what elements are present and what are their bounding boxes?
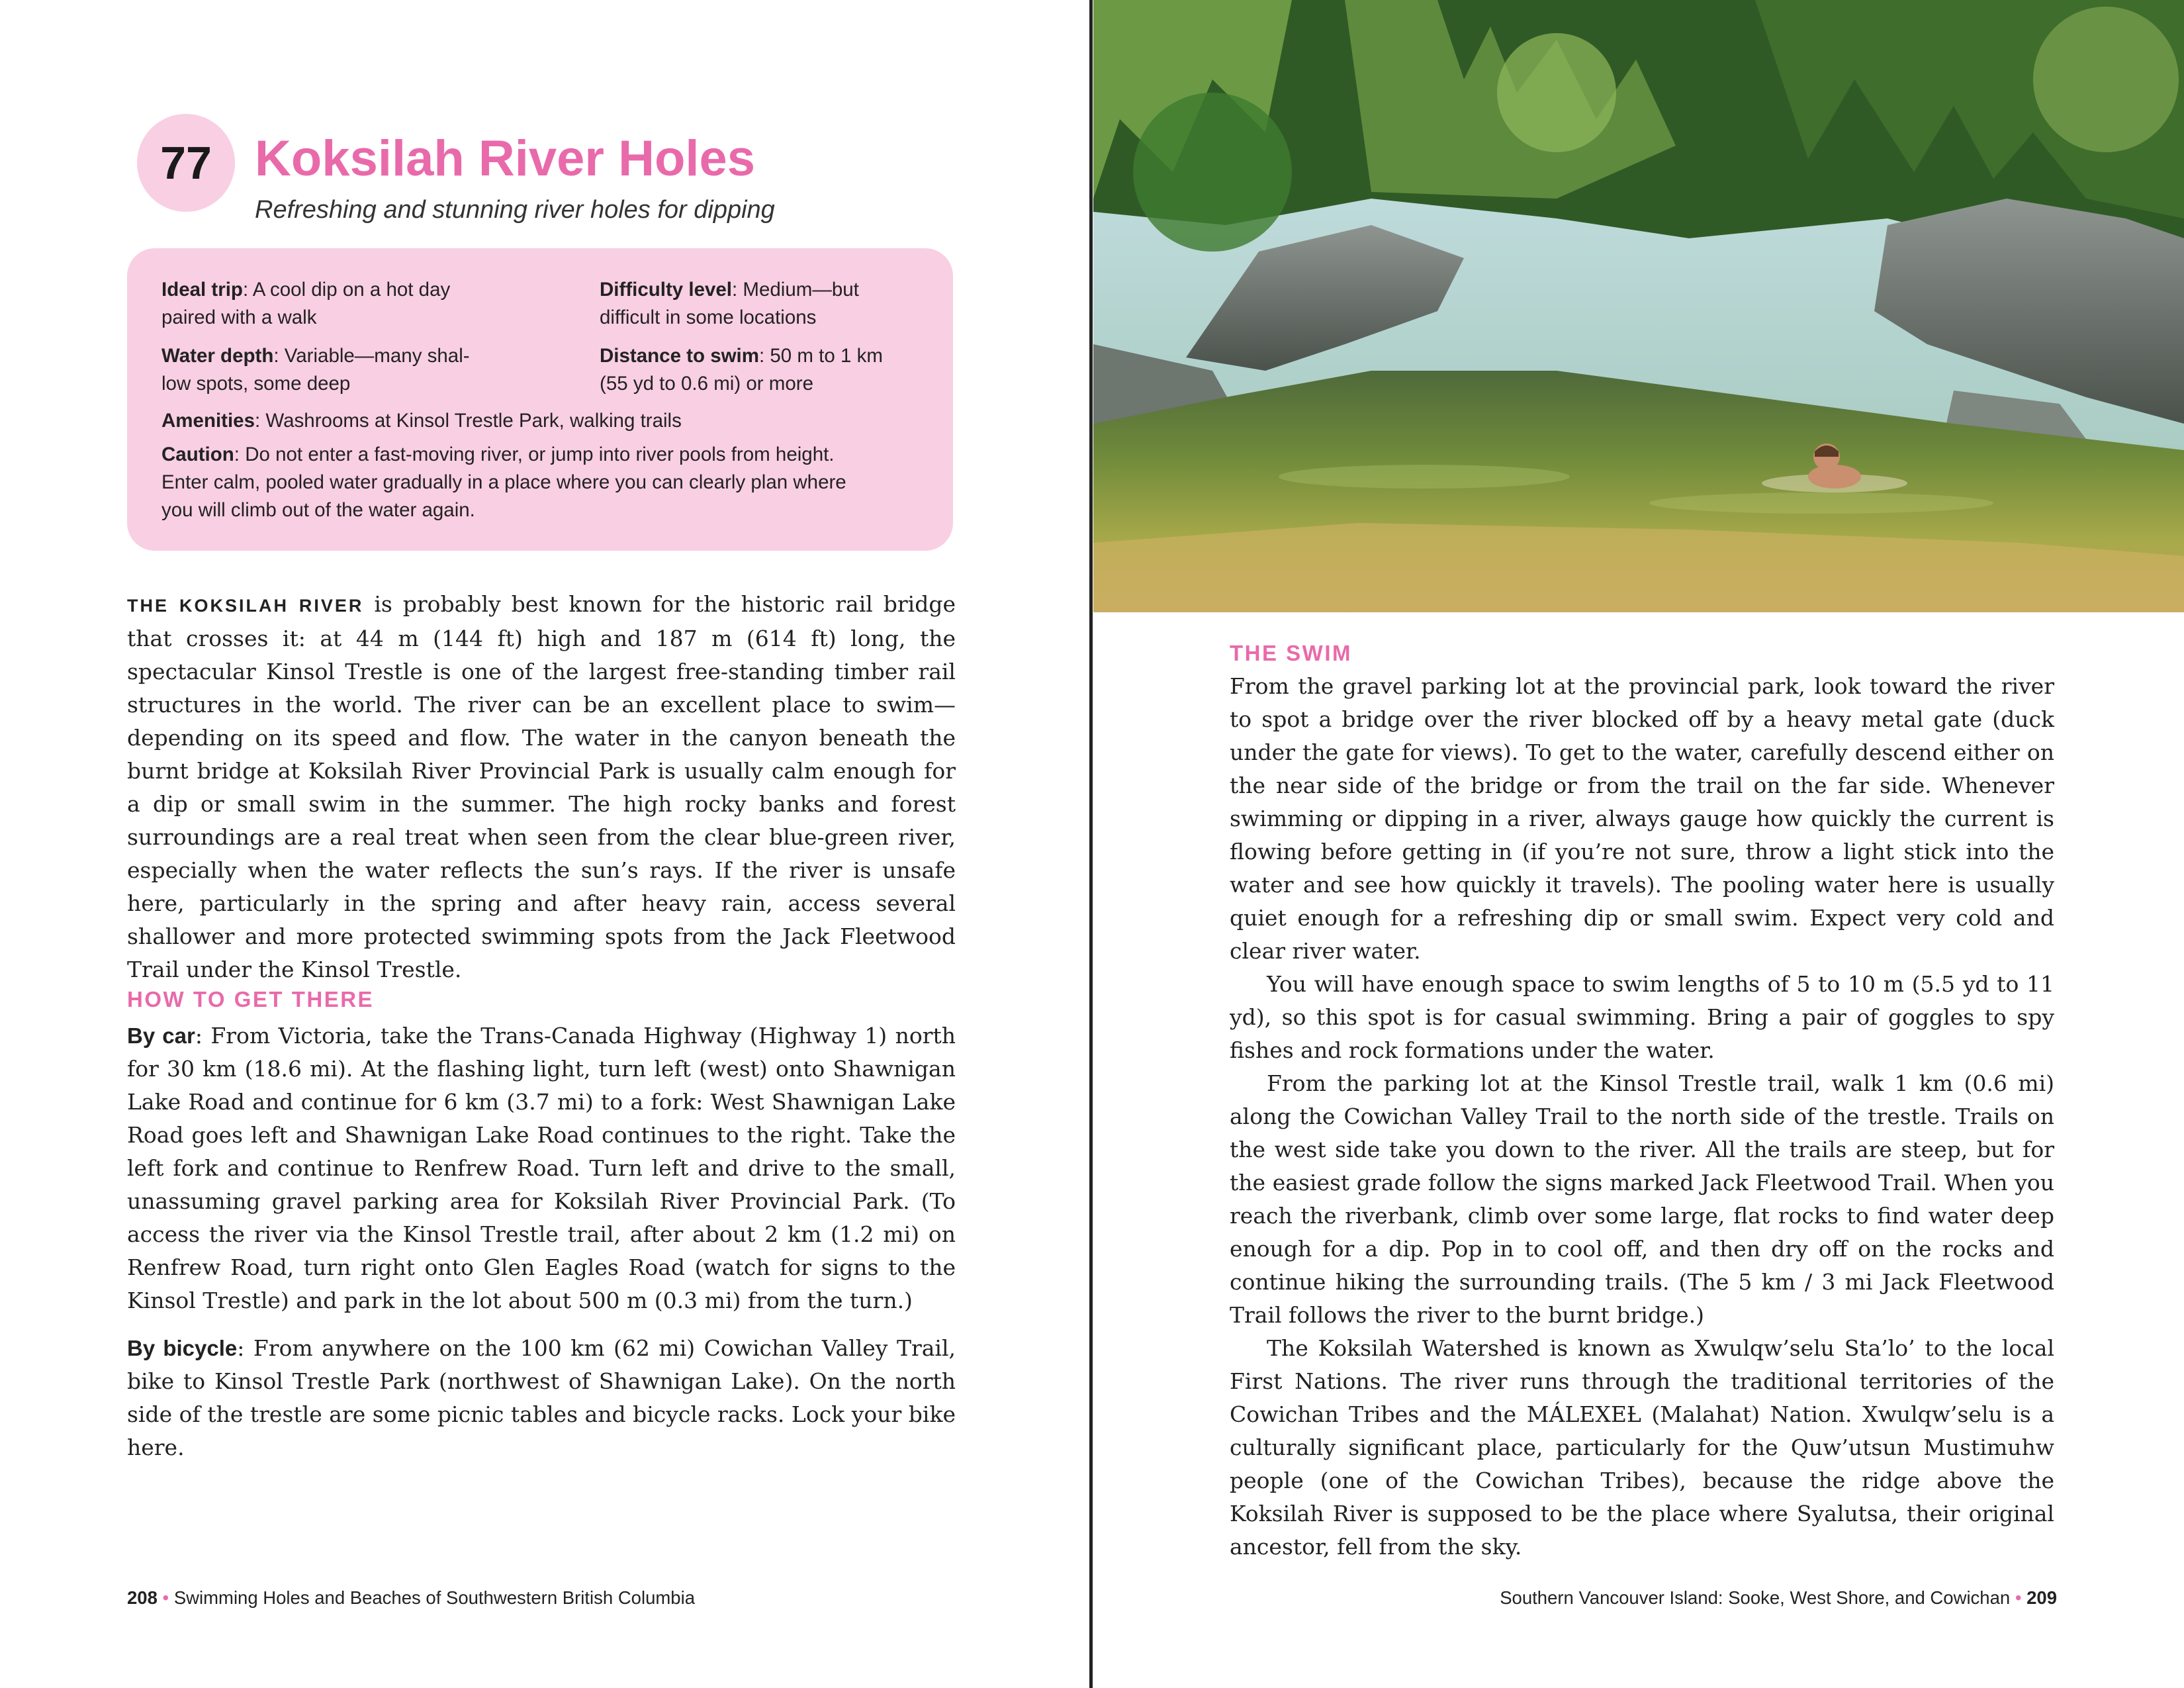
caution-info: Caution: Do not enter a fast-moving river, or jump into river pools from height. Enter calm, pooled water gradually in a place where you can clearly plan where you will climb out of the water again. — [161, 444, 846, 521]
by-car-paragraph: By car: From Victoria, take the Trans-Canada Highway (Highway 1) north for 30 km (18.6 mi). At the flashing light, turn left (west) onto Shawnigan Lake Road and continue for 6 km (3.7 mi) to a fork: West Shawnigan Lake Road goes left and Shawnigan Lake Road continues to the right. Take the left fork and continue to Renfrew Road. Turn left and drive to the small, unassuming gravel parking area for Koksilah River Provincial Park. (To access the river via the Kinsol Trestle trail, after about 2 km (1.2 mi) on Renfrew Road, turn right onto Glen Eagles Road (watch for signs to the Kinsol Trestle) and park in the lot about 500 m (0.3 mi) from the turn.) — [127, 1023, 956, 1313]
intro-paragraph: THE KOKSILAH RIVER is probably best known for the historic rail bridge that crosses it: at 44 m (144 ft) high and 187 m (614 ft) long, the spectacular Kinsol Trestle is one of the largest free-standing timber rail structures in the world. The river can be an excellent place to swim—depending on its speed and flow. The water in the canyon beneath the burnt bridge at Koksilah River Provincial Park is usually calm enough for a dip or small swim in the summer. The high rocky banks and forest surroundings are a real treat when seen from the clear blue-green river, especially when the water reflects the sun’s rays. If the river is unsafe here, particularly in the spring and after heavy rain, access several shallower and more protected swimming spots from the Jack Fleetwood Trail under the Kinsol Trestle. — [127, 591, 956, 982]
intro-lead-in: THE KOKSILAH RIVER — [127, 596, 364, 616]
by-bicycle-paragraph: By bicycle: From anywhere on the 100 km (62 mi) Cowichan Valley Trail, bike to Kinsol Trestle Park (northwest of Shawnigan Lake). On the north side of the trestle are some picnic tables and bicycle racks. Lock your bike here. — [127, 1335, 956, 1460]
amenities-info: Amenities: Washrooms at Kinsol Trestle Park, walking trails — [161, 410, 682, 432]
the-swim-heading: THE SWIM — [1230, 641, 1352, 665]
book-title: Swimming Holes and Beaches of Southwestern British Columbia — [173, 1587, 695, 1608]
trip-number-badge: 77 — [137, 114, 235, 212]
distance-info: Distance to swim: 50 m to 1 km (55 yd to 0.6 mi) or more — [600, 345, 883, 395]
ideal-trip-info: Ideal trip: A cool dip on a hot day paired with a walk — [161, 279, 451, 328]
page-title: Koksilah River Holes — [255, 130, 756, 187]
swim-section-text — [1230, 670, 2054, 1564]
left-footer: 208 • Swimming Holes and Beaches of Southwestern British Columbia — [127, 1587, 695, 1608]
water-depth-info: Water depth: Variable—many shal- low spots, some deep — [161, 345, 470, 395]
page-subtitle: Refreshing and stunning river holes for dipping — [255, 196, 775, 224]
right-page-number: 209 — [2026, 1587, 2057, 1608]
trip-info-box — [127, 248, 953, 551]
difficulty-info: Difficulty level: Medium—but difficult in some locations — [600, 279, 859, 328]
left-page-number: 208 — [127, 1587, 158, 1608]
swim-paragraph-4: The Koksilah Watershed is known as Xwulqw’selu Sta’lo’ to the local First Nations. The river runs through the traditional territories of the Cowichan Tribes and the MÁLEXEȽ (Malahat) Nation. Xwulqw’selu is a culturally significant place, particularly for the Quw’utsun Mustimuhw people (one of the Cowichan Tribes), because the ridge above the Koksilah River is supposed to be the place where Syalutsa, their original ancestor, fell from the sky. — [1230, 1335, 2054, 1560]
swim-paragraph-2: You will have enough space to swim lengths of 5 to 10 m (5.5 yd to 11 yd), so this spot is for casual swimming. Bring a pair of goggles to spy fishes and rock formations under the water. — [1230, 971, 2054, 1063]
how-to-get-there-heading: HOW TO GET THERE — [127, 987, 375, 1011]
right-page — [1093, 0, 2184, 1688]
chapter-title: Southern Vancouver Island: Sooke, West Shore, and Cowichan — [1500, 1587, 2011, 1608]
swim-paragraph-3: From the parking lot at the Kinsol Trestle trail, walk 1 km (0.6 mi) along the Cowichan Valley Trail to the north side of the trestle. Trails on the west side take you down to the river. All the trails are steep, but for the easiest grade follow the signs marked Jack Fleetwood Trail. When you reach the riverbank, climb over some large, flat rocks to find water deep enough for a dip. Pop in to cool off, and then dry off on the rocks and continue hiking the surrounding trails. (The 5 km / 3 mi Jack Fleetwood Trail follows the river to the burnt bridge.) — [1230, 1070, 2054, 1328]
left-page — [0, 0, 1091, 1688]
book-spine — [1089, 0, 1093, 1688]
river-swimmer-photo — [1093, 0, 2184, 612]
right-footer: Southern Vancouver Island: Sooke, West Shore, and Cowichan • 209 — [1500, 1587, 2057, 1608]
swim-paragraph-1: From the gravel parking lot at the provincial park, look toward the river to spot a bridge over the river blocked off by a heavy metal gate (duck under the gate for views). To get to the water, carefully descend either on the near side of the bridge or from the trail on the far side. Whenever swimming or dipping in a river, always gauge how quickly the current is flowing before getting in (if you’re not sure, throw a light stick into the water and see how quickly it travels). The pooling water here is usually quiet enough for a refreshing dip or small swim. Expect very cold and clear river water. — [1230, 673, 2054, 964]
